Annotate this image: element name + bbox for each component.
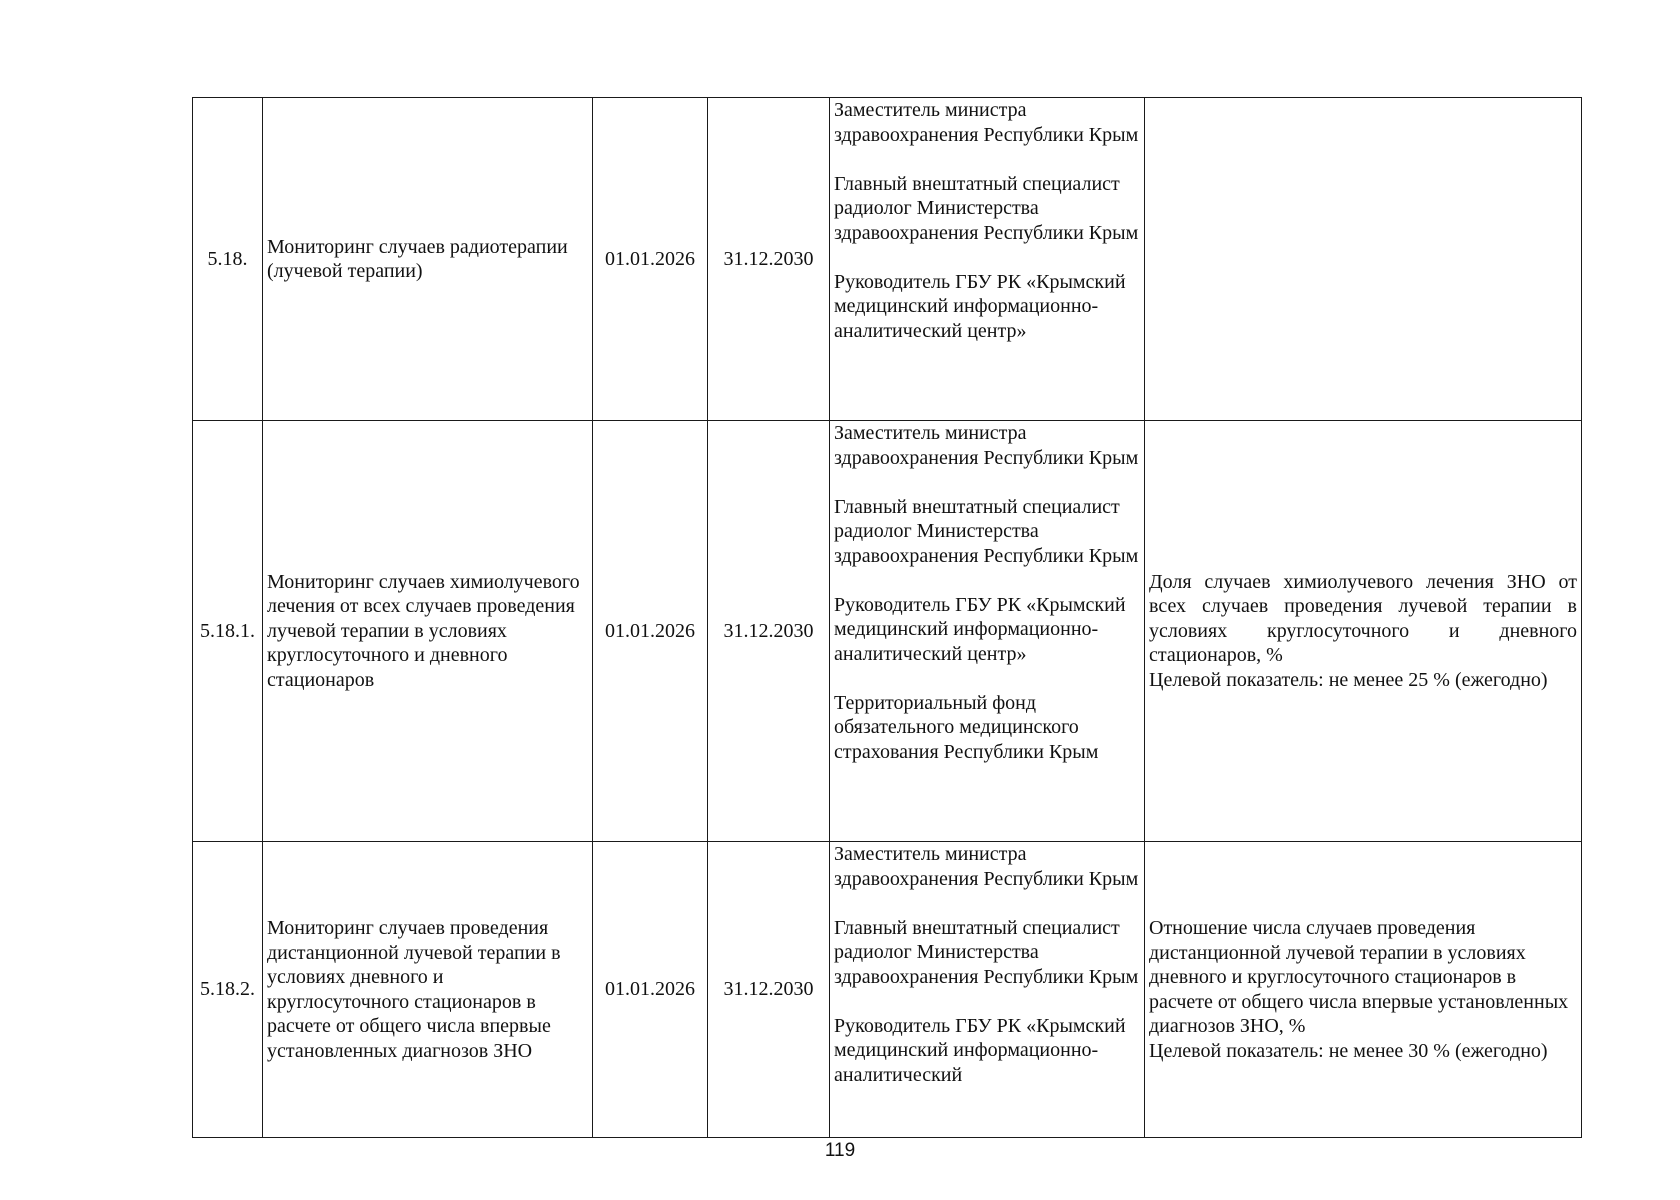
row-number: 5.18.: [193, 98, 263, 421]
responsible-person: Заместитель министра здравоохранения Республики Крым: [834, 422, 1139, 469]
responsible-person: Заместитель министра здравоохранения Республики Крым: [834, 99, 1139, 146]
event-description: Мониторинг случаев проведения дистанционной лучевой терапии в условиях дневного и круглосуточного стационаров в расчете от общего числа впервые установленных диагнозов ЗНО: [263, 842, 593, 1138]
event-description: Мониторинг случаев радиотерапии (лучевой терапии): [263, 98, 593, 421]
responsible-person: Главный внештатный специалист радиолог Министерства здравоохранения Республики Крым: [834, 916, 1139, 988]
start-date: 01.01.2026: [593, 842, 708, 1138]
responsible-person: Руководитель ГБУ РК «Крымский медицинский информационно-аналитический: [834, 1014, 1126, 1086]
end-date: 31.12.2030: [708, 842, 830, 1138]
indicator-cell: [1145, 98, 1582, 421]
indicator-description: Доля случаев химиолучевого лечения ЗНО от всех случаев проведения лучевой терапии в условиях круглосуточного и дневного стационаров, %: [1149, 570, 1577, 667]
event-description: Мониторинг случаев химиолучевого лечения от всех случаев проведения лучевой терапии в условиях круглосуточного и дневного стационаров: [263, 421, 593, 842]
responsible-person: Территориальный фонд обязательного медицинского страхования Республики Крым: [834, 691, 1099, 763]
row-number: 5.18.2.: [193, 842, 263, 1138]
table-row: [193, 98, 1582, 421]
responsible-cell: [830, 98, 1145, 421]
end-date: 31.12.2030: [708, 421, 830, 842]
start-date: 01.01.2026: [593, 421, 708, 842]
responsible-cell: [830, 842, 1145, 1138]
start-date: 01.01.2026: [593, 98, 708, 421]
responsible-person: Главный внештатный специалист радиолог Министерства здравоохранения Республики Крым: [834, 172, 1139, 244]
responsible-person: Заместитель министра здравоохранения Республики Крым: [834, 843, 1139, 890]
page-number: 119: [824, 1140, 856, 1161]
indicator-target: Целевой показатель: не менее 30 % (ежегодно): [1149, 1039, 1548, 1062]
responsible-person: Руководитель ГБУ РК «Крымский медицинский информационно-аналитический центр»: [834, 593, 1126, 665]
indicator-cell: [1145, 421, 1582, 842]
responsible-person: Главный внештатный специалист радиолог Министерства здравоохранения Республики Крым: [834, 495, 1139, 567]
table-row: [193, 421, 1582, 842]
indicator-cell: [1145, 842, 1582, 1138]
row-number: 5.18.1.: [193, 421, 263, 842]
responsible-person: Руководитель ГБУ РК «Крымский медицинский информационно-аналитический центр»: [834, 270, 1126, 342]
end-date: 31.12.2030: [708, 98, 830, 421]
responsible-cell: [830, 421, 1145, 842]
table-row: [193, 842, 1582, 1138]
plan-table: [192, 97, 1582, 1138]
indicator-description: Отношение числа случаев проведения дистанционной лучевой терапии в условиях дневного и круглосуточного стационаров в расчете от общего числа впервые установленных диагнозов ЗНО, %: [1149, 917, 1569, 1037]
indicator-target: Целевой показатель: не менее 25 % (ежегодно): [1149, 668, 1548, 691]
